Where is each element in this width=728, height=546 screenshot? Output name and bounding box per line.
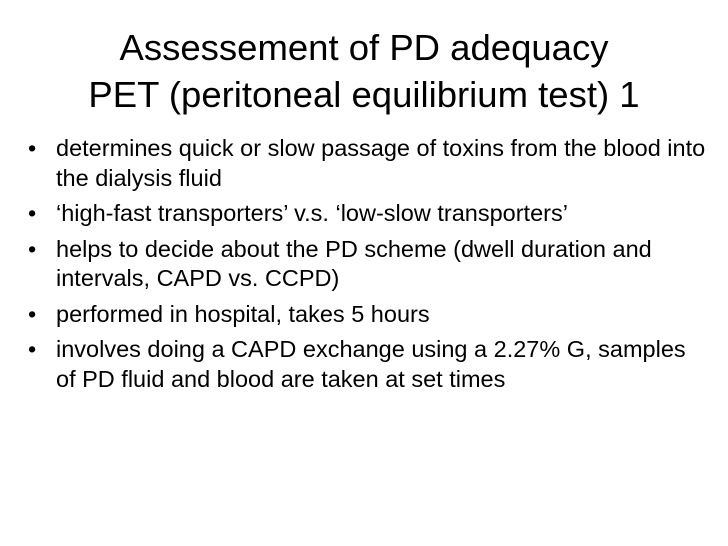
bullet-item: [28, 235, 708, 294]
bullet-item: [28, 335, 708, 394]
bullet-icon: •: [28, 135, 37, 161]
bullet-item: [28, 300, 708, 330]
slide-title-line-1: Assessement of PD adequacy: [119, 27, 609, 68]
bullet-item: [28, 199, 708, 229]
slide-title: [20, 24, 708, 118]
bullet-list: [28, 134, 708, 400]
bullet-icon: •: [28, 235, 37, 262]
bullet-item: [28, 134, 708, 193]
bullet-icon: •: [28, 200, 37, 226]
bullet-icon: •: [28, 336, 37, 362]
bullet-text: performed in hospital, takes 5 hours: [56, 300, 430, 327]
bullet-icon: •: [28, 300, 37, 327]
bullet-text: helps to decide about the PD scheme (dwell duration and intervals, CAPD vs. CCPD): [56, 235, 652, 291]
bullet-text: involves doing a CAPD exchange using a 2.27% G, samples of PD fluid and blood are taken at set times: [56, 336, 686, 392]
bullet-text: ‘high-fast transporters’ v.s. ‘low-slow transporters’: [56, 200, 568, 226]
bullet-text: determines quick or slow passage of toxins from the blood into the dialysis fluid: [56, 135, 706, 191]
slide-title-line-2: PET (peritoneal equilibrium test) 1: [88, 74, 640, 115]
